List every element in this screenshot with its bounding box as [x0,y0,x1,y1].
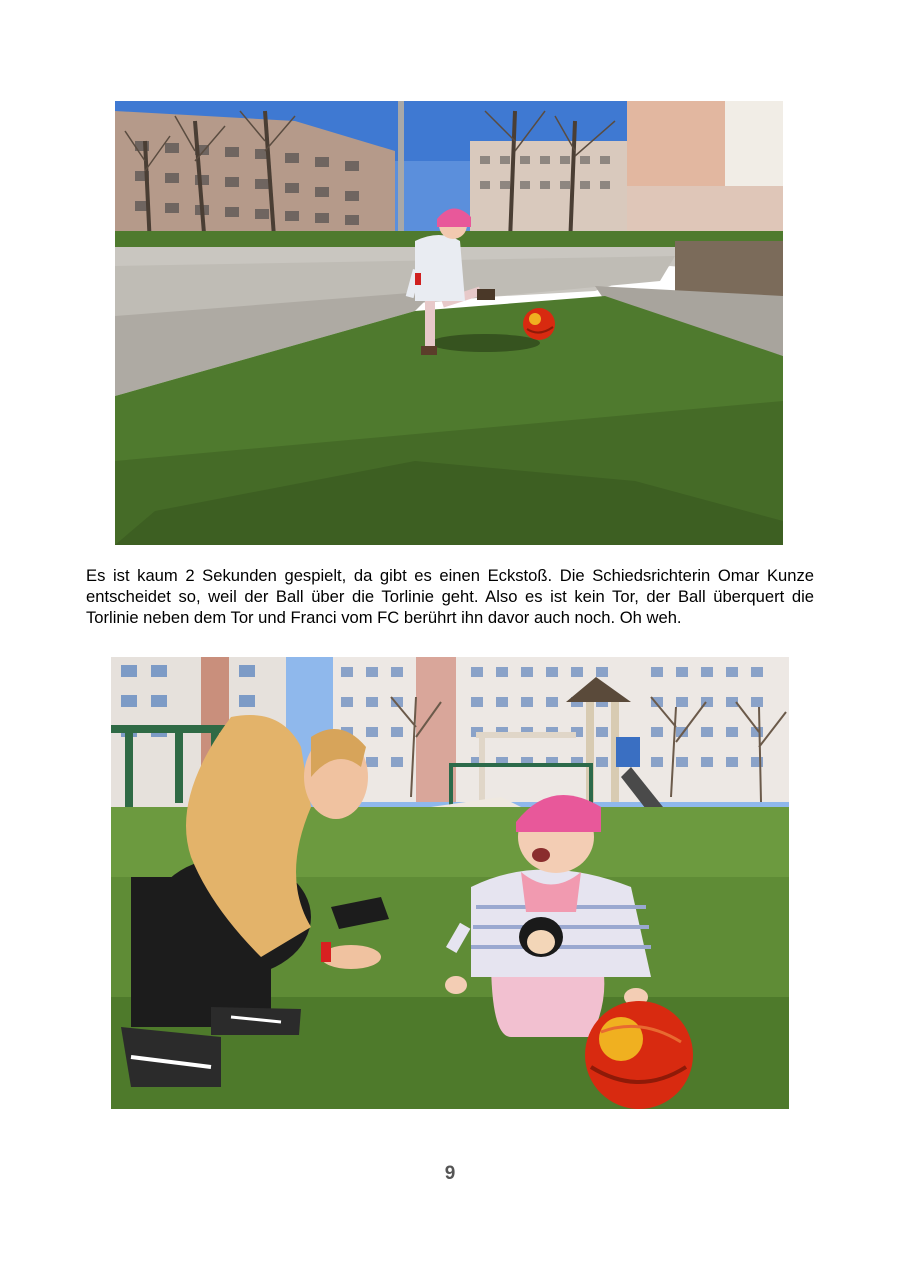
body-paragraph: Es ist kaum 2 Sekunden gespielt, da gibt es einen Eckstoß. Die Schiedsrichterin Omar Kunze entscheidet so, weil der Ball über die Torlinie geht. Also es ist kein Tor, der Ball überquert die Torlinie neben dem Tor und Franci vom FC berührt ihn davor auch noch. Oh weh. [86,566,814,627]
photo-2-illustration [111,657,789,1109]
photo-1-illustration [115,101,783,545]
page-number: 9 [444,1163,456,1184]
photo-woman-and-child-with-ball [111,657,789,1109]
photo-child-kicking-ball [115,101,783,545]
